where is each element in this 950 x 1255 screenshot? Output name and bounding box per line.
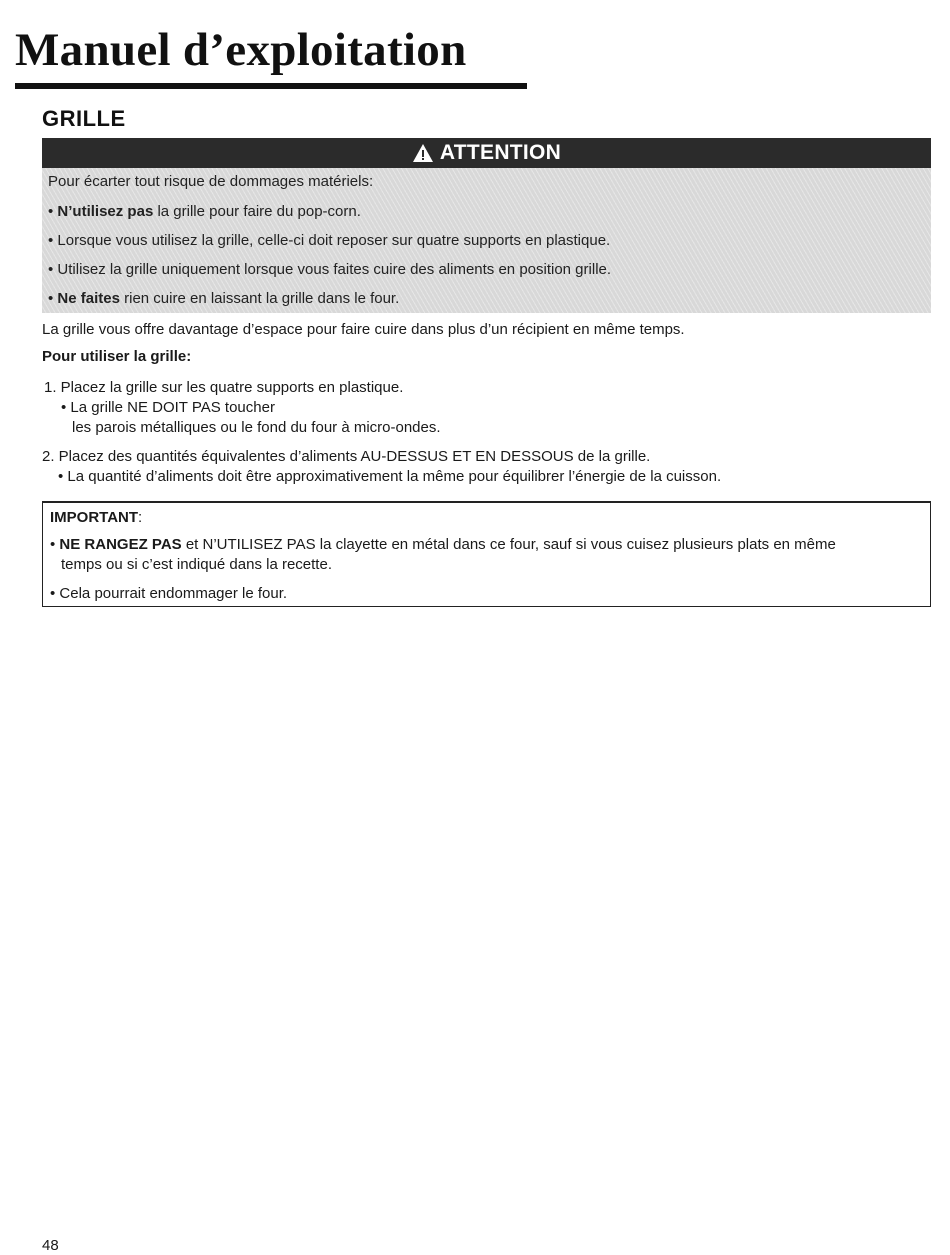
intro-paragraph: La grille vous offre davantage d’espace pour faire cuire dans plus d’un récipient en même temps. (42, 321, 685, 338)
step-1-note-cont: les parois métalliques ou le fond du four à micro-ondes. (72, 419, 441, 436)
step-1-note: • La grille NE DOIT PAS toucher (61, 399, 275, 416)
attention-banner (42, 138, 931, 168)
section-heading: GRILLE (42, 106, 126, 131)
page-number: 48 (42, 1237, 59, 1254)
page-title: Manuel d’exploitation (15, 24, 467, 76)
usage-heading: Pour utiliser la grille: (42, 348, 192, 365)
important-bullet-bold: NE RANGEZ PAS (59, 536, 182, 553)
important-box (42, 501, 931, 607)
attention-item-text: Lorsque vous utilisez la grille, celle-ci doit reposer sur quatre supports en plastique. (57, 232, 611, 249)
important-bullet-cont: temps ou si c’est indiqué dans la recette. (61, 556, 332, 573)
warning-triangle-icon (412, 143, 434, 163)
attention-item: • Utilisez la grille uniquement lorsque vous faites cuire des aliments en position grille. (48, 261, 612, 278)
attention-box (42, 168, 931, 313)
step-1: 1. Placez la grille sur les quatre supports en plastique. (44, 379, 404, 396)
attention-item-bold: N’utilisez pas (57, 203, 154, 220)
attention-item: • Lorsque vous utilisez la grille, celle-ci doit reposer sur quatre supports en plastique. (48, 232, 611, 249)
attention-item-text: la grille pour faire du pop-corn. (153, 203, 361, 220)
step-2: 2. Placez des quantités équivalentes d’aliments AU-DESSUS ET EN DESSOUS de la grille. (42, 448, 651, 465)
attention-item-bold: Ne faites (57, 290, 120, 307)
attention-item: • Ne faites rien cuire en laissant la grille dans le four. (48, 290, 400, 307)
step-2-note: • La quantité d’aliments doit être approximativement la même pour équilibrer l’énergie de la cuisson. (58, 468, 722, 485)
important-bullet: • Cela pourrait endommager le four. (50, 585, 288, 602)
important-bullet-text: Cela pourrait endommager le four. (59, 585, 288, 602)
attention-label: ATTENTION (439, 141, 562, 164)
important-bullet: • NE RANGEZ PAS et N’UTILISEZ PAS la clayette en métal dans ce four, sauf si vous cuisez plusieurs plats en même (50, 536, 836, 553)
attention-item: • N’utilisez pas la grille pour faire du pop-corn. (48, 203, 361, 220)
attention-item-text: rien cuire en laissant la grille dans le four. (119, 290, 400, 307)
attention-intro: Pour écarter tout risque de dommages matériels: (48, 173, 374, 190)
title-underline (15, 83, 527, 89)
attention-label-group (412, 141, 561, 165)
attention-item-text: Utilisez la grille uniquement lorsque vous faites cuire des aliments en position grille. (57, 261, 612, 278)
important-label-line: IMPORTANT: (50, 509, 143, 526)
important-label: IMPORTANT (50, 509, 139, 526)
important-bullet-text: et N’UTILISEZ PAS la clayette en métal dans ce four, sauf si vous cuisez plusieurs plats en même (181, 536, 836, 553)
